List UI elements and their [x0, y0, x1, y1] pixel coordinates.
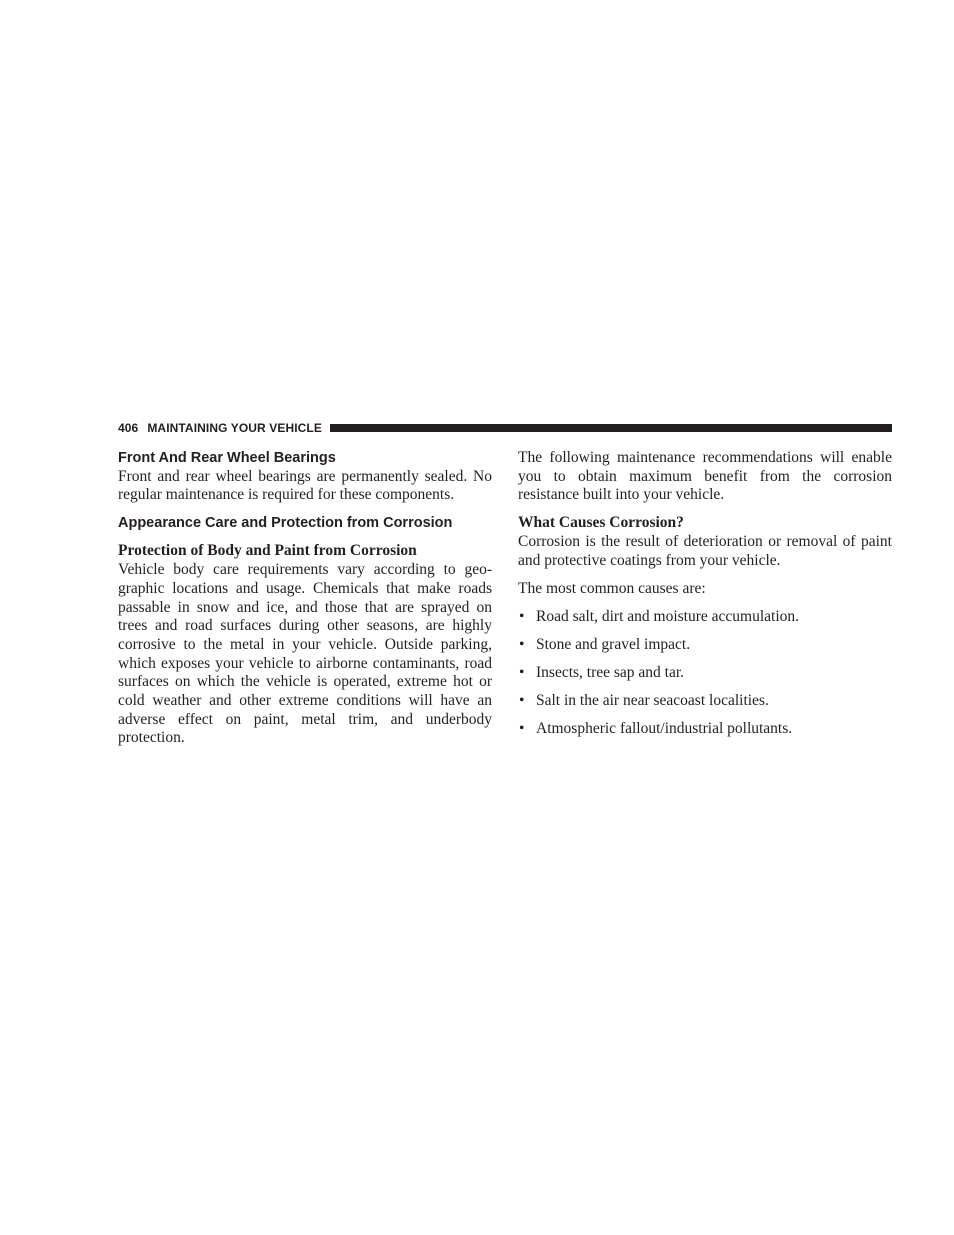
list-item-text: Salt in the air near seacoast localities. — [536, 691, 769, 709]
list-item — [518, 692, 892, 711]
list-item — [518, 720, 892, 739]
list-item-text: Insects, tree sap and tar. — [536, 663, 685, 681]
appearance-care-heading: Appearance Care and Protection from Corrosion — [118, 515, 453, 532]
list-item — [518, 636, 892, 655]
page-header — [118, 420, 892, 436]
header-rule — [330, 424, 892, 432]
protection-heading: Protection of Body and Paint from Corrosion — [118, 542, 417, 560]
causes-heading: What Causes Corrosion? — [518, 514, 684, 532]
list-item — [518, 608, 892, 627]
bullet-icon: • — [519, 663, 525, 681]
common-causes-text: The most common causes are: — [518, 579, 706, 597]
protection-text: Vehicle body care requirements vary according to geographic locations and usage. Chemicals that make roads passable in snow and ice, and those that are sprayed on trees and road surfaces during other seasons, are highly corrosive to the metal in your vehicle. Outside parking, which exposes your vehicle to airborne contaminants, road surfaces on which the vehicle is operated, extreme hot or cold weather and other extreme conditions will have an adverse effect on paint, metal trim, and underbody protection. — [118, 561, 492, 747]
bullet-icon: • — [519, 635, 525, 653]
list-item-text: Atmospheric fallout/industrial pollutants. — [536, 719, 793, 737]
list-item-text: Road salt, dirt and moisture accumulation. — [536, 607, 800, 625]
left-column — [118, 449, 492, 757]
page-number: 406 — [118, 421, 139, 435]
bullet-icon: • — [519, 719, 525, 737]
bullet-icon: • — [519, 607, 525, 625]
wheel-bearings-heading: Front And Rear Wheel Bearings — [118, 450, 336, 466]
section-title: MAINTAINING YOUR VEHICLE — [147, 421, 322, 435]
list-item — [518, 664, 892, 683]
maintenance-intro-text: The following maintenance recommendations will enable you to obtain maximum benefit from the corrosion resistance built into your vehicle. — [518, 449, 892, 504]
right-column — [518, 449, 892, 748]
bullet-icon: • — [519, 691, 525, 709]
list-item-text: Stone and gravel impact. — [536, 635, 691, 653]
causes-list — [518, 608, 892, 739]
wheel-bearings-text: Front and rear wheel bearings are permanently sealed. No regular maintenance is required for these components. — [118, 467, 492, 504]
causes-text: Corrosion is the result of deterioration or removal of paint and protective coatings from your vehicle. — [518, 533, 892, 569]
